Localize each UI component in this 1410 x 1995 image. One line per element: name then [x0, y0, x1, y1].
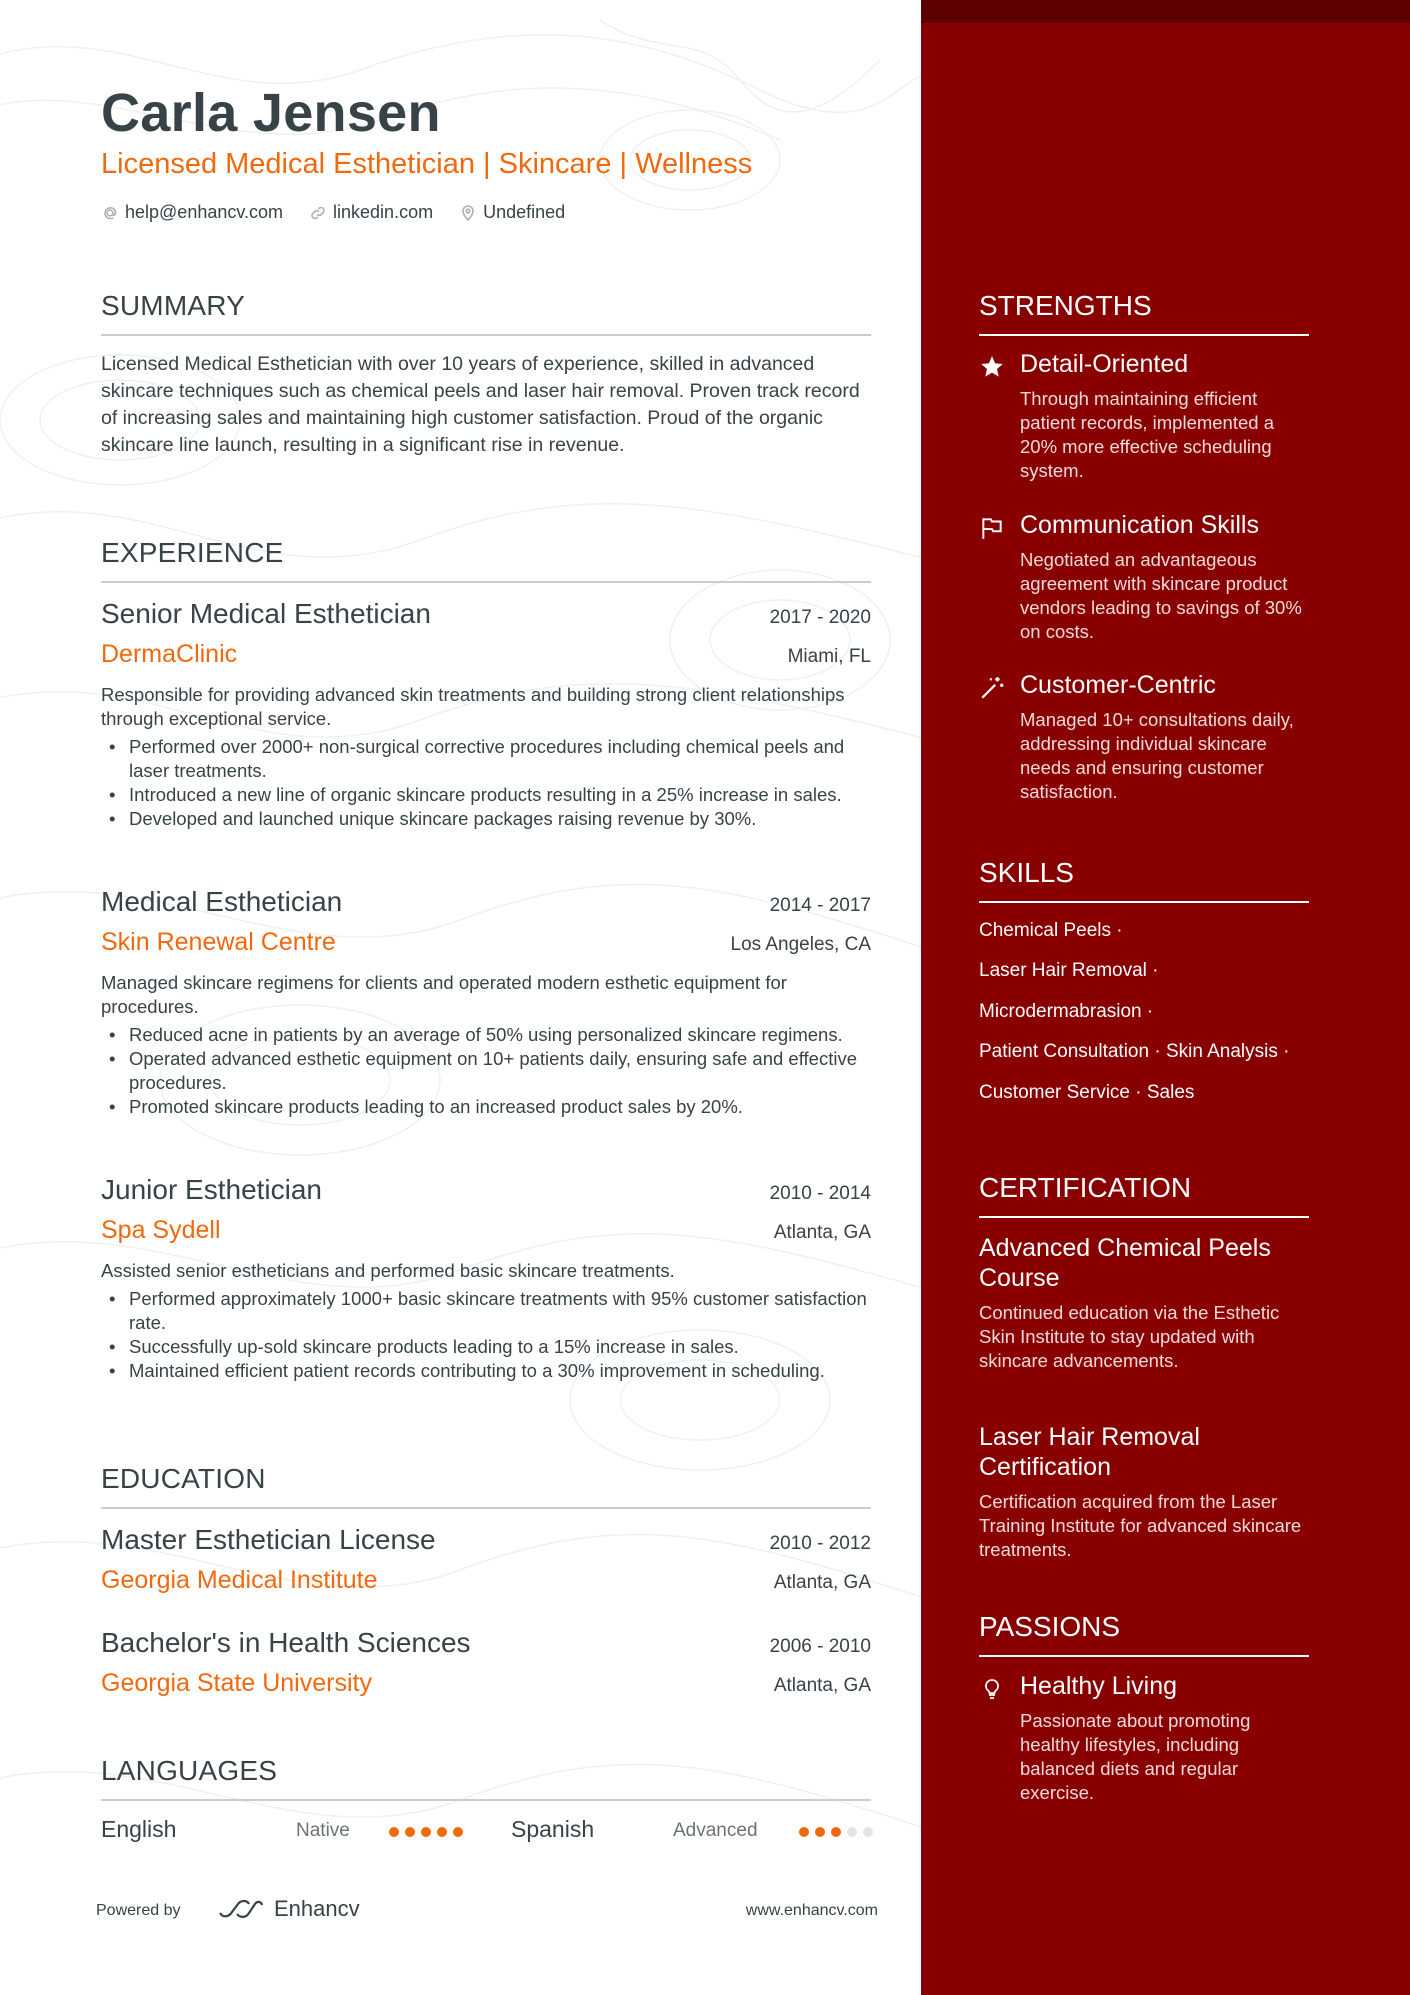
enhancv-logo-icon — [216, 1898, 264, 1920]
certification-item — [979, 1233, 1309, 1373]
job-bullets — [101, 735, 871, 831]
education-school: Georgia State University — [101, 1669, 372, 1697]
enhancv-logo[interactable] — [216, 1896, 360, 1922]
flag-icon — [979, 515, 1005, 541]
education-heading: EDUCATION — [101, 1463, 871, 1509]
education-item — [101, 1524, 871, 1595]
job-bullets — [101, 1287, 871, 1383]
job-description: Responsible for providing advanced skin treatments and building strong client relationships through exceptional service. — [101, 684, 845, 729]
job-bullet: • Developed and launched unique skincare packages raising revenue by 30%. — [101, 807, 871, 831]
job-location: Atlanta, GA — [773, 1222, 871, 1243]
certification-title: Laser Hair Removal Certification — [979, 1423, 1200, 1481]
experience-item — [101, 886, 871, 1119]
job-bullet: • Promoted skincare products leading to an increased product sales by 20%. — [101, 1095, 871, 1119]
strength-text: Through maintaining efficient patient records, implemented a 20% more effective scheduling system. — [1020, 388, 1274, 481]
language-rating — [799, 1827, 879, 1837]
passion-title: Healthy Living — [1020, 1672, 1178, 1700]
rating-dot-filled — [815, 1827, 825, 1837]
experience-item — [101, 1174, 871, 1383]
contact-linkedin-text: linkedin.com — [333, 202, 434, 222]
job-description: Assisted senior estheticians and performed basic skincare treatments. — [101, 1260, 675, 1281]
link-icon — [309, 204, 327, 222]
rating-dot-filled — [405, 1827, 415, 1837]
education-location: Atlanta, GA — [773, 1675, 871, 1696]
contact-location — [459, 202, 565, 223]
footer — [96, 1896, 878, 1926]
job-description: Managed skincare regimens for clients and operated modern esthetic equipment for procedures. — [101, 972, 787, 1017]
job-company: Spa Sydell — [101, 1216, 221, 1244]
job-dates: 2017 - 2020 — [769, 607, 871, 628]
rating-dot-filled — [389, 1827, 399, 1837]
contact-email-text: help@enhancv.com — [125, 202, 284, 222]
job-company: Skin Renewal Centre — [101, 928, 336, 956]
job-bullets — [101, 1023, 871, 1119]
education-degree: Bachelor's in Health Sciences — [101, 1627, 471, 1658]
powered-by-label: Powered by — [96, 1902, 181, 1919]
skill-line: Microdermabrasion · — [979, 1001, 1154, 1022]
strength-text: Managed 10+ consultations daily, addressing individual skincare needs and ensuring customer satisfaction. — [1020, 709, 1294, 802]
rating-dot-filled — [421, 1827, 431, 1837]
job-dates: 2010 - 2014 — [769, 1183, 871, 1204]
certification-text: Continued education via the Esthetic Skin Institute to stay updated with skincare advancements. — [979, 1302, 1280, 1371]
at-icon — [101, 204, 119, 222]
skill-line: Patient Consultation · Skin Analysis · — [979, 1041, 1290, 1062]
candidate-title: Licensed Medical Esthetician | Skincare | Wellness — [101, 148, 753, 180]
language-rating — [389, 1827, 469, 1837]
job-bullet: • Performed over 2000+ non-surgical corrective procedures including chemical peels and laser treatments. — [101, 735, 871, 783]
rating-dot-filled — [799, 1827, 809, 1837]
strength-title: Communication Skills — [1020, 511, 1259, 539]
language-name: Spanish — [511, 1816, 595, 1842]
education-location: Atlanta, GA — [773, 1572, 871, 1593]
summary-text: Licensed Medical Esthetician with over 10 years of experience, skilled in advanced skincare techniques such as chemical peels and laser hair removal. Proven track record of increasing sales and maintaining high customer satisfaction. Proud of the organic skincare line launch, resulting in a significant rise in revenue. — [101, 353, 860, 456]
location-pin-icon — [459, 204, 477, 222]
job-bullet: • Reduced acne in patients by an average of 50% using personalized skincare regimens. — [101, 1023, 871, 1047]
certification-title: Advanced Chemical Peels Course — [979, 1234, 1271, 1292]
education-dates: 2010 - 2012 — [769, 1533, 871, 1554]
strength-item — [979, 511, 1309, 644]
contact-linkedin[interactable] — [309, 202, 433, 223]
summary-heading: SUMMARY — [101, 290, 871, 336]
job-location: Miami, FL — [787, 646, 871, 667]
job-dates: 2014 - 2017 — [769, 895, 871, 916]
contact-email[interactable] — [101, 202, 283, 223]
rating-dot-filled — [437, 1827, 447, 1837]
job-role: Senior Medical Esthetician — [101, 598, 431, 629]
skills-heading: SKILLS — [979, 857, 1309, 903]
job-role: Junior Esthetician — [101, 1174, 323, 1205]
rating-dot-filled — [831, 1827, 841, 1837]
sidebar-top-bar — [921, 0, 1410, 23]
job-bullet: • Maintained efficient patient records contributing to a 30% improvement in scheduling. — [101, 1359, 871, 1383]
skill-line: Customer Service · Sales — [979, 1082, 1195, 1103]
enhancv-brand-name: Enhancv — [274, 1896, 360, 1921]
website-link[interactable]: www.enhancv.com — [745, 1902, 878, 1919]
experience-item — [101, 598, 871, 831]
job-bullet: • Operated advanced esthetic equipment on 10+ patients daily, ensuring safe and effective procedures. — [101, 1047, 871, 1095]
passion-item — [979, 1672, 1309, 1805]
passion-text: Passionate about promoting healthy lifestyles, including balanced diets and regular exercise. — [1020, 1710, 1251, 1803]
strength-text: Negotiated an advantageous agreement with skincare product vendors leading to savings of 30% on costs. — [1020, 549, 1302, 642]
rating-dot-empty — [847, 1827, 857, 1837]
education-school: Georgia Medical Institute — [101, 1566, 378, 1594]
certification-heading: CERTIFICATION — [979, 1172, 1309, 1218]
job-bullet: • Successfully up-sold skincare products leading to a 15% increase in sales. — [101, 1335, 871, 1359]
job-role: Medical Esthetician — [101, 886, 343, 917]
experience-heading: EXPERIENCE — [101, 537, 871, 583]
contact-location-text: Undefined — [483, 202, 566, 222]
education-dates: 2006 - 2010 — [769, 1636, 871, 1657]
certification-item — [979, 1422, 1309, 1562]
language-level: Native — [296, 1820, 350, 1841]
job-location: Los Angeles, CA — [730, 934, 871, 955]
education-degree: Master Esthetician License — [101, 1524, 436, 1555]
job-company: DermaClinic — [101, 640, 238, 668]
skill-line: Laser Hair Removal · — [979, 960, 1159, 981]
job-bullet: • Performed approximately 1000+ basic skincare treatments with 95% customer satisfaction rate. — [101, 1287, 871, 1335]
rating-dot-empty — [863, 1827, 873, 1837]
language-level: Advanced — [673, 1820, 758, 1841]
star-icon — [979, 354, 1005, 380]
rating-dot-filled — [453, 1827, 463, 1837]
strength-item — [979, 350, 1309, 483]
languages-list — [101, 1816, 871, 1846]
strength-item — [979, 671, 1309, 804]
magic-wand-icon — [979, 675, 1005, 701]
contact-info — [101, 202, 591, 223]
skill-line: Chemical Peels · — [979, 920, 1123, 941]
certification-text: Certification acquired from the Laser Training Institute for advanced skincare treatments. — [979, 1491, 1302, 1560]
candidate-name: Carla Jensen — [101, 83, 441, 143]
lightbulb-icon — [979, 1676, 1005, 1702]
languages-heading: LANGUAGES — [101, 1755, 871, 1801]
education-item — [101, 1627, 871, 1698]
strength-title: Detail-Oriented — [1020, 350, 1189, 378]
strengths-heading: STRENGTHS — [979, 290, 1309, 336]
strength-title: Customer-Centric — [1020, 671, 1216, 699]
language-name: English — [101, 1816, 177, 1842]
job-bullet: • Introduced a new line of organic skincare products resulting in a 25% increase in sales. — [101, 783, 871, 807]
passions-heading: PASSIONS — [979, 1611, 1309, 1657]
